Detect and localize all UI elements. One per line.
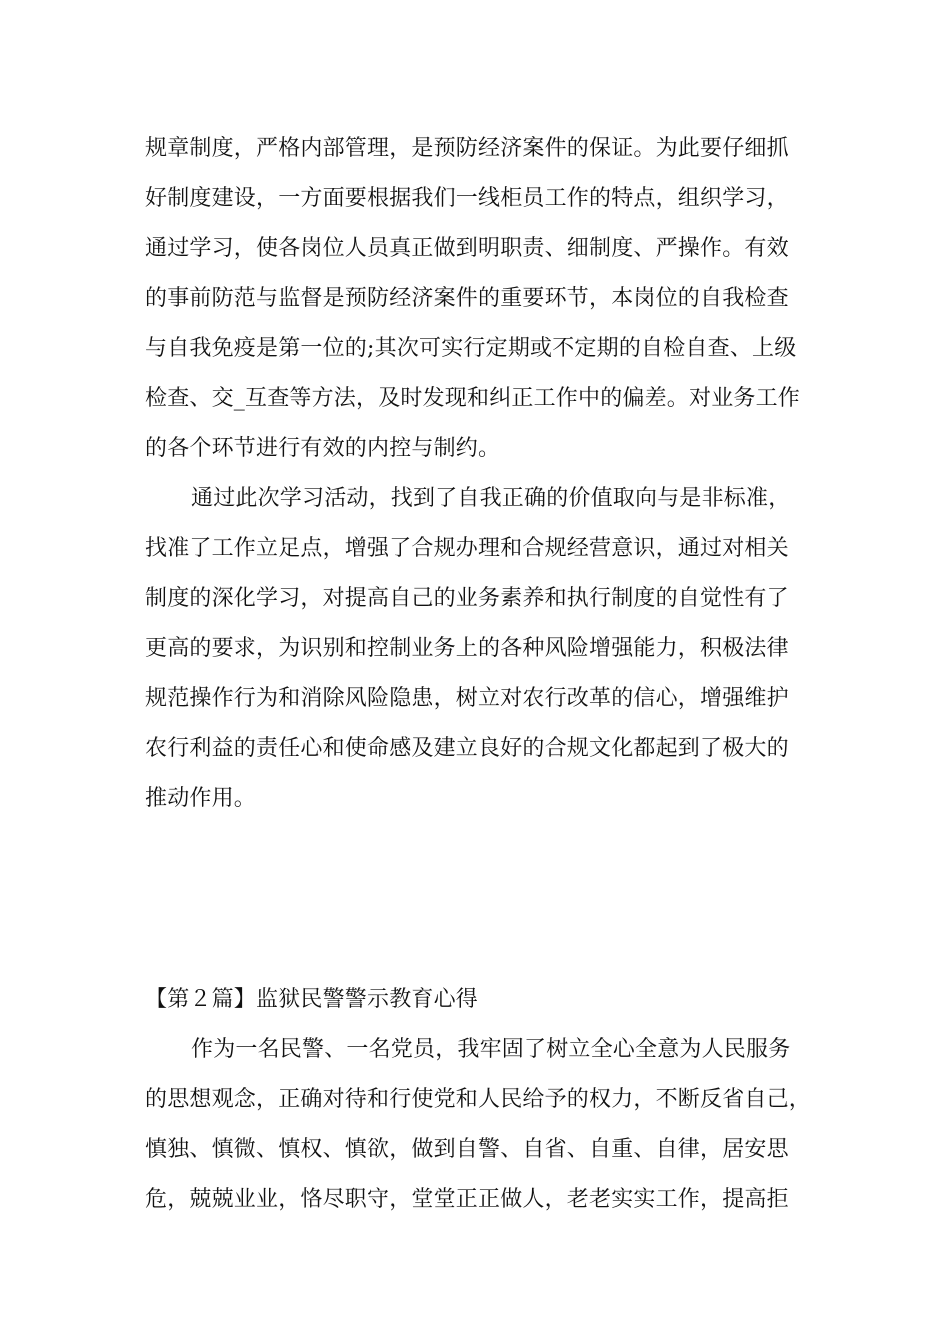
text-line: 危，兢兢业业，恪尽职守，堂堂正正做人，老老实实工作，提高拒 — [145, 1187, 789, 1212]
text-line: 检查、交_互查等方法，及时发现和纠正工作中的偏差。对业务工作 — [145, 386, 801, 411]
text-line: 通过学习，使各岗位人员真正做到明职责、细制度、严操作。有效 — [145, 236, 789, 261]
text-line: 农行利益的责任心和使命感及建立良好的合规文化都起到了极大的 — [145, 736, 789, 761]
text-line: 制度的深化学习，对提高自己的业务素养和执行制度的自觉性有了 — [145, 586, 789, 611]
paragraph-3 — [145, 1025, 825, 1225]
text-line: 的思想观念，正确对待和行使党和人民给予的权力，不断反省自己， — [145, 1087, 812, 1112]
text-line: 找准了工作立足点，增强了合规办理和合规经营意识，通过对相关 — [145, 536, 789, 561]
text-line: 推动作用。 — [145, 786, 257, 811]
text-line: 作为一名民警、一名党员，我牢固了树立全心全意为人民服务 — [191, 1037, 791, 1062]
text-line: 与自我免疫是第一位的;其次可实行定期或不定期的自检自查、上级 — [145, 336, 797, 361]
text-line: 通过此次学习活动，找到了自我正确的价值取向与是非标准， — [191, 486, 791, 511]
paragraph-2 — [145, 474, 825, 824]
paragraph-1 — [145, 124, 825, 474]
text-line: 更高的要求，为识别和控制业务上的各种风险增强能力，积极法律 — [145, 636, 789, 661]
text-line: 规范操作行为和消除风险隐患，树立对农行改革的信心，增强维护 — [145, 686, 789, 711]
section-heading — [145, 975, 825, 1025]
text-line: 慎独、慎微、慎权、慎欲，做到自警、自省、自重、自律，居安思 — [145, 1137, 789, 1162]
text-line: 规章制度，严格内部管理，是预防经济案件的保证。为此要仔细抓 — [145, 136, 789, 161]
section-heading-text: 【第２篇】监狱民警警示教育心得 — [145, 987, 479, 1012]
text-line: 好制度建设，一方面要根据我们一线柜员工作的特点，组织学习， — [145, 186, 789, 211]
text-line: 的各个环节进行有效的内控与制约。 — [145, 436, 501, 461]
text-line: 的事前防范与监督是预防经济案件的重要环节，本岗位的自我检查 — [145, 286, 789, 311]
